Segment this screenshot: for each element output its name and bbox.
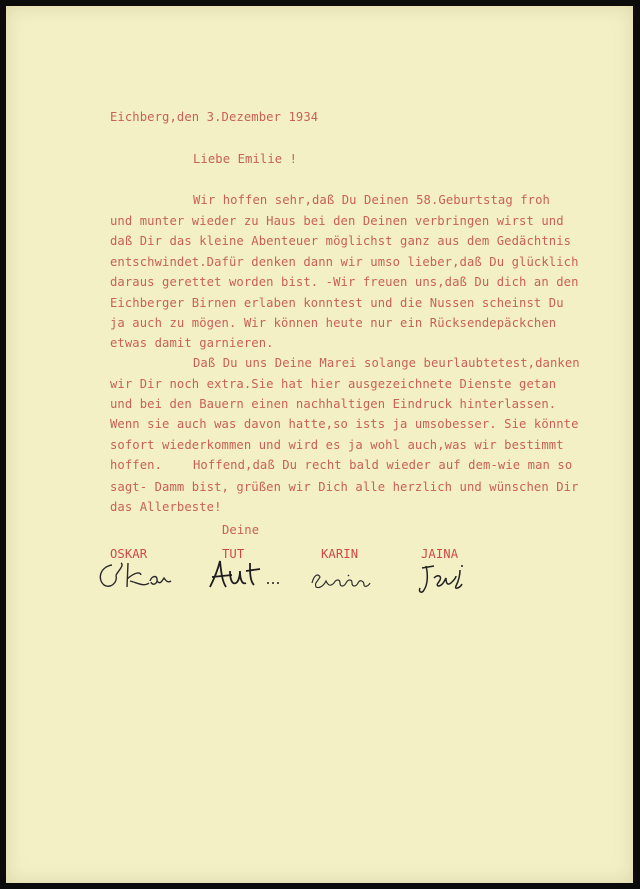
body-line: daß Dir das kleine Abenteuer möglichst ganz aus dem Gedächtnis [110, 234, 572, 248]
body-line: Eichberger Birnen erlaben konntest und die Nussen scheinst Du [110, 296, 564, 310]
body-line: sagt- Damm bist, grüßen wir Dich alle herzlich und wünschen Dir [110, 480, 579, 494]
body-line: daraus gerettet worden bist. -Wir freuen uns,daß Du dich an den [110, 275, 579, 289]
body-line: ja auch zu mögen. Wir können heute nur ein Rücksendepäckchen [110, 316, 557, 330]
signature-tut [204, 557, 284, 597]
signatory-oskar: OSKAR [110, 547, 148, 561]
date-line: Eichberg,den 3.Dezember 1934 [110, 110, 319, 124]
signature-oskar [94, 555, 184, 595]
body-line: entschwindet.Dafür denken dann wir umso lieber,daß Du glücklich [110, 255, 579, 269]
signature-karin [308, 565, 378, 595]
body-line: Daß Du uns Deine Marei solange beurlaubtetest,danken [193, 356, 580, 370]
signatory-jaina: JAINA [421, 547, 459, 561]
salutation: Liebe Emilie ! [193, 152, 298, 166]
body-line: das Allerbeste! [110, 500, 222, 514]
body-line: etwas damit garnieren. [110, 336, 274, 350]
signatory-tut: TUT [222, 547, 245, 561]
body-line: Hoffend,daß Du recht bald wieder auf dem-wie man so [193, 458, 573, 472]
body-line: wir Dir noch extra.Sie hat hier ausgezeichnete Dienste getan [110, 377, 557, 391]
signatory-karin: KARIN [321, 547, 359, 561]
body-line: hoffen. [110, 458, 163, 472]
signature-jaina [416, 560, 476, 600]
body-line: und bei den Bauern einen nachhaltigen Eindruck hinterlassen. [110, 397, 557, 411]
body-line: Wir hoffen sehr,daß Du Deinen 58.Geburtstag froh [193, 193, 550, 207]
body-line: Wenn sie auch was davon hatte,so ists ja umsobesser. Sie könnte [110, 417, 579, 431]
body-line: sofort wiederkommen und wird es ja wohl auch,was wir bestimmt [110, 438, 564, 452]
closing: Deine [222, 523, 260, 537]
body-line: und munter wieder zu Haus bei den Deinen verbringen wirst und [110, 214, 564, 228]
